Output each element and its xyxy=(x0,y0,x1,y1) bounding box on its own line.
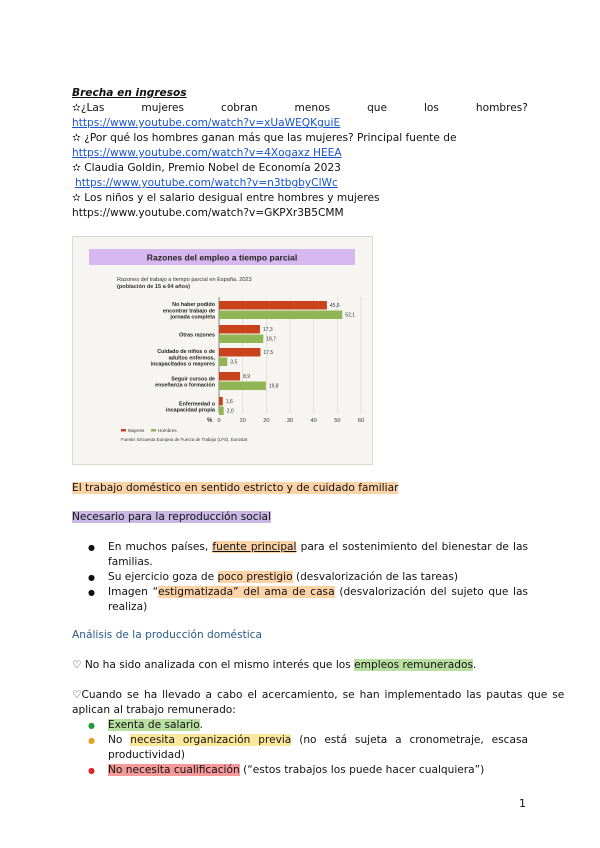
question-word: los xyxy=(423,102,439,114)
link-question-4: ✫ Los niños y el salario desigual entre hombres y mujeres xyxy=(72,192,380,204)
paragraph-2-line-2: aplican al trabajo remunerado: xyxy=(72,704,236,716)
category-label: enseñanza o formación xyxy=(155,382,215,389)
category-label: jornada completa xyxy=(170,314,215,321)
category-label: No haber podido xyxy=(172,302,215,309)
paragraph-1: ♡ No ha sido analizada con el mismo interés que los empleos remunerados. xyxy=(72,659,477,671)
data-label: 19,8 xyxy=(268,383,279,390)
category-label: Seguir cursos de xyxy=(171,376,215,383)
star-icon: ✫ xyxy=(72,132,81,144)
bar-mujeres xyxy=(219,348,260,357)
chart-image xyxy=(72,236,373,465)
chart-subtitle: (población de 15 a 64 años) xyxy=(117,284,191,290)
bar-mujeres xyxy=(219,372,240,381)
list-item: No necesita organización previa (no está sujeta a cronometraje, escasa productividad) xyxy=(108,734,529,761)
x-tick-label: 60 xyxy=(357,418,365,424)
legend-swatch xyxy=(151,429,156,432)
chart-banner-text: Razones del empleo a tiempo parcial xyxy=(146,252,298,263)
data-label: 2,0 xyxy=(226,408,234,415)
data-label: 18,7 xyxy=(266,336,276,343)
chart-title: Razones del trabajo a tiempo parcial en España. 2023 xyxy=(117,277,252,283)
star-icon: ✫ xyxy=(72,192,81,204)
data-label: 17,3 xyxy=(262,327,273,333)
bullet-icon: ● xyxy=(88,573,95,582)
bullet-icon: ● xyxy=(88,588,95,597)
x-tick-label: 40 xyxy=(310,418,317,424)
page-number: 1 xyxy=(519,797,526,810)
bar-hombres xyxy=(219,311,342,320)
list-item: Imagen “estigmatizada” del ama de casa (desvalorización del sujeto que las realiza) xyxy=(108,586,529,613)
bar-mujeres xyxy=(219,301,327,310)
bar-hombres xyxy=(219,358,227,367)
list-item: No necesita cualificación (“estos trabajos los puede hacer cualquiera”) xyxy=(108,764,485,776)
star-icon: ✫ xyxy=(72,102,81,114)
question-word: que xyxy=(367,102,388,114)
bar-mujeres xyxy=(219,325,260,334)
list-item: Su ejercicio goza de poco prestigio (desvalorización de las tareas) xyxy=(108,571,459,583)
video-link-2[interactable]: https://www.youtube.com/watch?v=4Xogaxz HEEA xyxy=(72,147,342,159)
data-label: 3,5 xyxy=(230,359,238,366)
video-link-1[interactable]: https://www.youtube.com/watch?v=xUaWEQKguiE xyxy=(72,117,341,129)
star-icon: ✫ xyxy=(72,162,81,174)
question-word: menos xyxy=(294,102,331,114)
link-question-2: ✫ ¿Por qué los hombres ganan más que las mujeres? Principal fuente de xyxy=(72,132,457,144)
bar-chart xyxy=(73,237,372,464)
question-word: mujeres xyxy=(141,102,185,114)
category-label: encontrar trabajo de xyxy=(162,308,215,315)
section-title-reproduction: Necesario para la reproducción social xyxy=(72,511,271,523)
x-axis-label: % xyxy=(207,418,213,424)
category-label: incapacidad propia xyxy=(165,407,215,414)
section-heading: Brecha en ingresos xyxy=(72,87,187,99)
bar-hombres xyxy=(219,407,224,416)
paragraph-2-line-1: ♡Cuando se ha llevado a cabo el acercamiento, se han implementado las pautas que se xyxy=(72,689,565,701)
x-tick-label: 20 xyxy=(263,418,270,424)
bullet-icon: ● xyxy=(88,736,95,745)
video-link-4[interactable]: https://www.youtube.com/watch?v=GKPXr3B5CMM xyxy=(72,207,344,219)
analysis-title: Análisis de la producción doméstica xyxy=(72,629,262,641)
section-title-domestic: El trabajo doméstico en sentido estricto y de cuidado familiar xyxy=(72,482,399,494)
bar-hombres xyxy=(219,382,266,391)
data-label: 45,6 xyxy=(329,303,340,309)
data-label: 8,9 xyxy=(243,374,251,380)
bullet-icon: ● xyxy=(88,766,95,775)
x-tick-label: 50 xyxy=(334,418,341,424)
video-link-3[interactable]: https://www.youtube.com/watch?v=n3tbgbyClWc xyxy=(75,177,338,189)
question-word: hombres? xyxy=(475,102,528,114)
legend-label: Mujeres xyxy=(128,428,145,433)
data-label: 17,5 xyxy=(263,350,274,356)
question-word: ✫¿Las xyxy=(72,102,105,114)
chart-source: Fuente: Encuesta Europea de Fuerza de Trabajo (LFS). Eurostat xyxy=(121,437,248,442)
category-label: adultos enfermos, xyxy=(168,355,215,362)
x-tick-label: 10 xyxy=(239,418,246,424)
legend-label: Hombres xyxy=(158,428,177,433)
bar-mujeres xyxy=(219,397,223,406)
data-label: 52,1 xyxy=(345,312,356,319)
bar-hombres xyxy=(219,335,263,344)
x-tick-label: 30 xyxy=(286,418,294,424)
legend-swatch xyxy=(121,429,126,432)
question-word: cobran xyxy=(221,102,258,114)
bullet-icon: ● xyxy=(88,721,95,730)
category-label: Cuidado de niños o de xyxy=(157,349,215,356)
list-item: Exenta de salario. xyxy=(108,719,203,731)
bullet-icon: ● xyxy=(88,543,95,552)
list-item: En muchos países, fuente principal para el sostenimiento del bienestar de las familias. xyxy=(108,541,528,568)
category-label: incapacitados o mayores xyxy=(150,361,215,368)
link-question-1 xyxy=(72,101,528,116)
data-label: 1,6 xyxy=(225,399,233,405)
category-label: Enfermedad o xyxy=(179,401,215,408)
link-question-3: ✫ Claudia Goldin, Premio Nobel de Economía 2023 xyxy=(72,162,341,174)
category-label: Otras razones xyxy=(179,332,215,339)
x-tick-label: 0 xyxy=(217,418,221,424)
